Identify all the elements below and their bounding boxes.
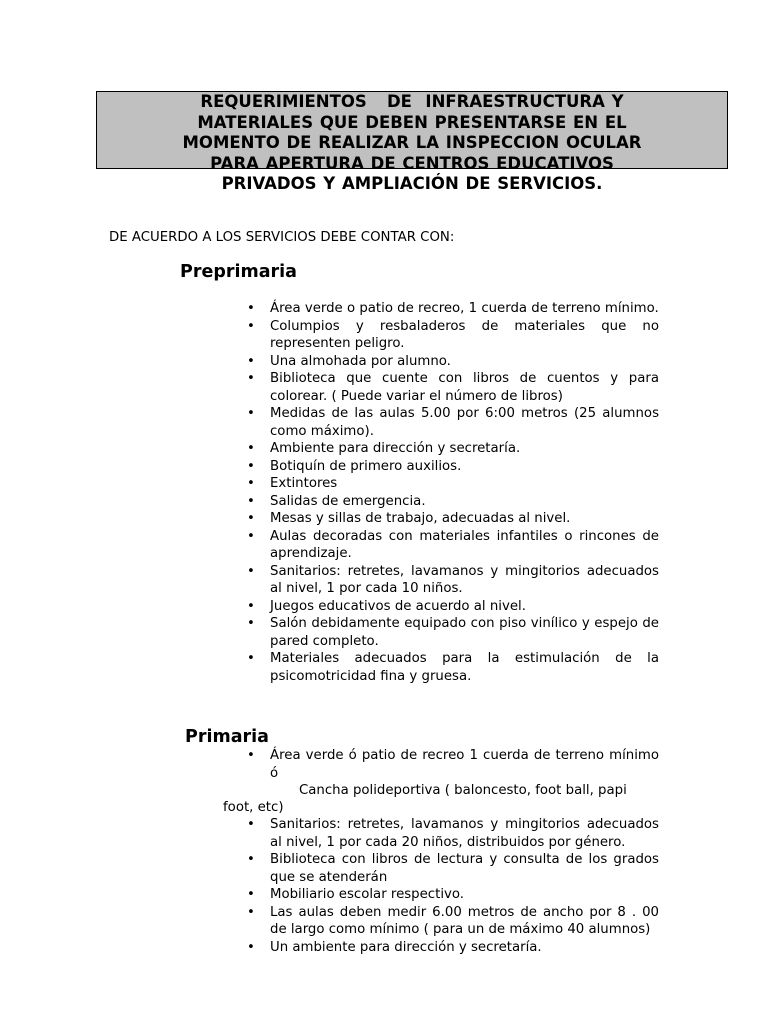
list-item: • Botiquín de primero auxilios. xyxy=(247,458,659,476)
list-item: • Mobiliario escolar respectivo. xyxy=(247,886,659,904)
list-item: • Salón debidamente equipado con piso vinílico y espejo de pared completo. xyxy=(247,615,659,650)
list-item: • Una almohada por alumno. xyxy=(247,353,659,371)
list-item: • Las aulas deben medir 6.00 metros de ancho por 8 . 00 de largo como mínimo ( para un de máximo 40 alumnos) xyxy=(247,904,659,939)
list-item: • Salidas de emergencia. xyxy=(247,493,659,511)
list-item-continuation: Cancha polideportiva ( baloncesto, foot ball, papi xyxy=(299,783,627,798)
list-item: • Un ambiente para dirección y secretaría. xyxy=(247,939,659,957)
title-line: REQUERIMIENTOS DE INFRAESTRUCTURA Y xyxy=(200,92,624,111)
list-item: • Mesas y sillas de trabajo, adecuadas al nivel. xyxy=(247,510,659,528)
list-item: • Sanitarios: retretes, lavamanos y mingitorios adecuados al nivel, 1 por cada 20 niños, distribuidos por género. xyxy=(247,816,659,851)
list-item: • Biblioteca con libros de lectura y consulta de los grados que se atenderán xyxy=(247,851,659,886)
title-line: PARA APERTURA DE CENTROS EDUCATIVOS xyxy=(210,153,614,173)
preprimaria-list xyxy=(247,300,659,685)
intro-text: DE ACUERDO A LOS SERVICIOS DEBE CONTAR CON: xyxy=(109,230,455,245)
list-item: • Columpios y resbaladeros de materiales que no representen peligro. xyxy=(247,318,659,353)
preprimaria-heading: Preprimaria xyxy=(180,262,297,282)
list-item: • Materiales adecuados para la estimulación de la psicomotricidad fina y gruesa. xyxy=(247,650,659,685)
list-item: • Área verde ó patio de recreo 1 cuerda de terreno mínimo ó xyxy=(247,747,659,782)
title-line: MATERIALES QUE DEBEN PRESENTARSE EN EL xyxy=(197,112,627,132)
list-item: • Extintores xyxy=(247,475,659,493)
document-title xyxy=(96,92,728,195)
list-item: • Medidas de las aulas 5.00 por 6:00 metros (25 alumnos como máximo). xyxy=(247,405,659,440)
title-line: MOMENTO DE REALIZAR LA INSPECCION OCULAR xyxy=(182,133,642,153)
list-item: • Área verde o patio de recreo, 1 cuerda de terreno mínimo. xyxy=(247,300,659,318)
list-item: • Aulas decoradas con materiales infantiles o rincones de aprendizaje. xyxy=(247,528,659,563)
list-item-continuation: foot, etc) xyxy=(223,800,284,815)
list-item: • Biblioteca que cuente con libros de cuentos y para colorear. ( Puede variar el número de libros) xyxy=(247,370,659,405)
list-item: • Sanitarios: retretes, lavamanos y mingitorios adecuados al nivel, 1 por cada 10 niños. xyxy=(247,563,659,598)
list-item: • Juegos educativos de acuerdo al nivel. xyxy=(247,598,659,616)
list-item: • Ambiente para dirección y secretaría. xyxy=(247,440,659,458)
primaria-heading: Primaria xyxy=(185,727,269,747)
primaria-list-first xyxy=(247,747,659,782)
primaria-list xyxy=(247,816,659,956)
title-line: PRIVADOS Y AMPLIACIÓN DE SERVICIOS. xyxy=(221,174,603,194)
